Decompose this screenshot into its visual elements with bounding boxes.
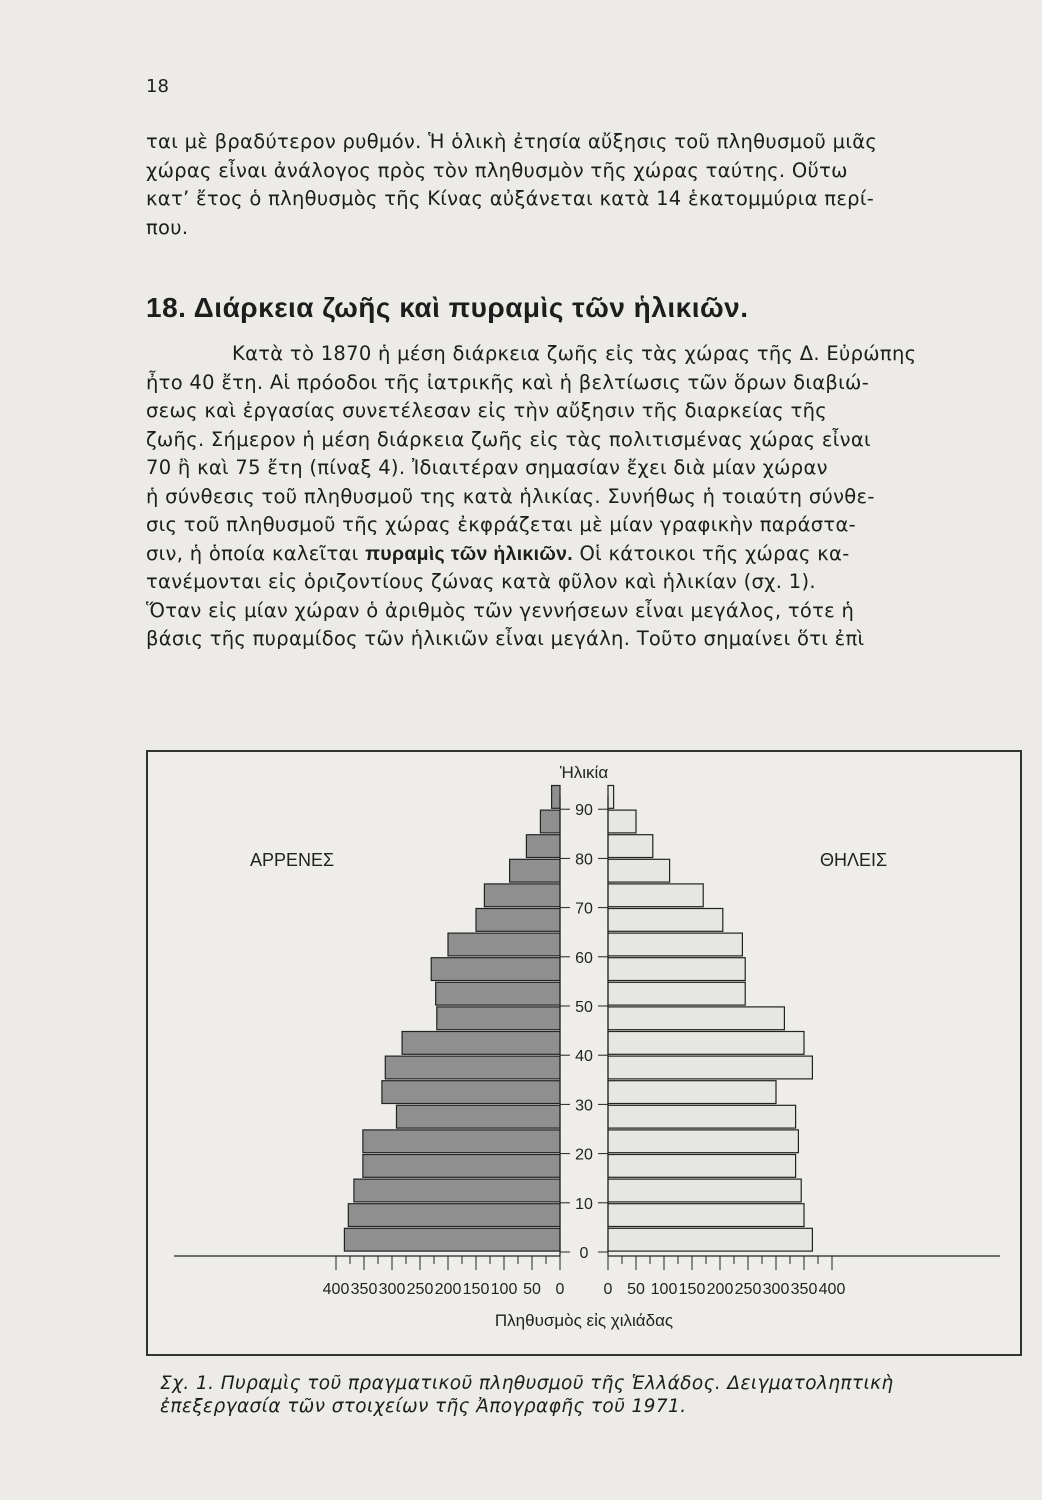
population-pyramid-figure: [146, 750, 1022, 1356]
section-heading: 18. Διάρκεια ζωῆς καὶ πυραμὶς τῶν ἡλικιῶν.: [146, 292, 749, 323]
body-line: ἦτο 40 ἔτη. Αἱ πρόοδοι τῆς ἰατρικῆς καὶ ἡ βελτίωσις τῶν ὅρων διαβιώ-: [146, 370, 870, 394]
caption-line: Σχ. 1. Πυραμὶς τοῦ πραγματικοῦ πληθυσμοῦ τῆς Ἑλλάδος. Δειγματοληπτικὴ: [160, 1373, 894, 1394]
female-bar: [608, 1056, 812, 1079]
x-tick-label: 50: [523, 1281, 541, 1298]
x-tick-label: 350: [350, 1281, 378, 1298]
male-bar: [396, 1105, 560, 1128]
body-line: ἡ σύνθεσις τοῦ πληθυσμοῦ της κατὰ ἡλικίας. Συνήθως ἡ τοιαύτη σύνθε-: [146, 484, 875, 508]
x-tick-label: 400: [322, 1281, 350, 1298]
male-bar: [552, 786, 560, 809]
female-bar: [608, 982, 745, 1005]
x-tick-label: 100: [490, 1281, 518, 1298]
male-bar: [363, 1155, 560, 1178]
body-line: τανέμονται εἰς ὁριζοντίους ζώνας κατὰ φῦλον καὶ ἡλικίαν (σχ. 1).: [146, 570, 816, 593]
body-line: σεως καὶ ἐργασίας συνετέλεσαν εἰς τὴν αὔξησιν τῆς διαρκείας τῆς: [146, 399, 827, 422]
age-tick-label: 30: [575, 1097, 593, 1115]
female-bar: [608, 1130, 798, 1153]
female-bar: [608, 933, 742, 956]
body-line: σις τοῦ πληθυσμοῦ τῆς χώρας ἐκφράζεται μὲ μίαν γραφικὴν παράστα-: [146, 513, 856, 536]
age-tick-label: 0: [579, 1245, 589, 1262]
male-bar: [431, 958, 560, 981]
male-bar: [510, 859, 560, 882]
x-tick-label: 250: [734, 1281, 762, 1298]
female-bar: [608, 1204, 804, 1227]
male-bar: [348, 1204, 560, 1227]
x-tick-label: 200: [434, 1281, 462, 1298]
body-text: Οἱ κάτοικοι τῆς χώρας κα-: [572, 541, 850, 565]
age-tick-label: 90: [575, 802, 593, 820]
male-bar: [344, 1228, 560, 1251]
x-tick-label: 350: [790, 1281, 818, 1298]
male-bar: [385, 1056, 560, 1079]
female-bar: [608, 786, 614, 809]
x-tick-label: 0: [555, 1281, 565, 1298]
x-tick-label: 150: [462, 1281, 490, 1298]
age-tick-label: 20: [575, 1146, 593, 1164]
females-label: ΘΗΛΕΙΣ: [820, 850, 888, 870]
male-bar: [484, 884, 560, 907]
female-bar: [608, 958, 745, 981]
males-label: ΑΡΡΕΝΕΣ: [250, 850, 335, 870]
female-bar: [608, 859, 670, 882]
age-tick-label: 80: [575, 851, 593, 869]
male-bar: [402, 1032, 560, 1055]
female-bar: [608, 1105, 796, 1128]
x-tick-label: 300: [378, 1281, 406, 1298]
male-bar: [363, 1130, 560, 1153]
x-tick-label: 0: [603, 1281, 613, 1298]
age-tick-label: 70: [575, 900, 593, 918]
male-bar: [436, 982, 560, 1005]
intro-line: ται μὲ βραδύτερον ρυθμόν. Ἡ ὁλικὴ ἐτησία αὔξησις τοῦ πληθυσμοῦ μιᾶς: [146, 130, 878, 153]
age-axis-title: Ἡλικία: [559, 763, 609, 782]
intro-line: που.: [146, 215, 189, 239]
bold-term: πυραμὶς τῶν ἡλικιῶν.: [365, 542, 573, 565]
male-bar: [437, 1007, 560, 1030]
female-bar: [608, 835, 653, 858]
body-paragraph: [146, 340, 1008, 654]
body-line: Κατὰ τὸ 1870 ἡ μέση διάρκεια ζωῆς εἰς τὰς χώρας τῆς Δ. Εὐρώπης: [232, 342, 917, 365]
age-tick-label: 10: [575, 1195, 593, 1213]
caption-line: ἐπεξεργασία τῶν στοιχείων τῆς Ἀπογραφῆς τοῦ 1971.: [160, 1396, 687, 1417]
female-bar: [608, 1179, 801, 1202]
female-bar: [608, 1155, 796, 1178]
age-tick-label: 60: [575, 949, 593, 967]
female-bar: [608, 1228, 812, 1251]
intro-line: κατ’ ἔτος ὁ πληθυσμὸς τῆς Κίνας αὐξάνεται κατὰ 14 ἑκατομμύρια περί-: [146, 187, 875, 210]
body-line: ζωῆς. Σήμερον ἡ μέση διάρκεια ζωῆς εἰς τὰς πολιτισμένας χώρας εἶναι: [146, 427, 871, 451]
figure-caption: [160, 1372, 1020, 1418]
intro-line: χώρας εἶναι ἀνάλογος πρὸς τὸν πληθυσμὸν τῆς χώρας ταύτης. Οὕτω: [146, 158, 848, 182]
female-bar: [608, 884, 703, 907]
body-line: Ὅταν εἰς μίαν χώραν ὁ ἀριθμὸς τῶν γεννήσεων εἶναι μεγάλος, τότε ἡ: [146, 598, 855, 622]
female-bar: [608, 1081, 776, 1104]
x-tick-label: 200: [706, 1281, 734, 1298]
x-tick-label: 300: [762, 1281, 790, 1298]
body-text: σιν, ἡ ὁποία καλεῖται: [146, 541, 366, 565]
male-bar: [476, 909, 560, 932]
x-tick-label: 150: [678, 1281, 706, 1298]
female-bar: [608, 810, 636, 833]
x-tick-label: 250: [406, 1281, 434, 1298]
page-number: 18: [146, 76, 169, 97]
body-line: 70 ἢ καὶ 75 ἔτη (πίναξ 4). Ἰδιαιτέραν σημασίαν ἔχει διὰ μίαν χώραν: [146, 456, 828, 479]
age-tick-label: 50: [575, 999, 593, 1016]
male-bar: [526, 835, 560, 858]
body-line: [146, 540, 1008, 569]
x-tick-label: 100: [650, 1281, 678, 1298]
female-bar: [608, 909, 723, 932]
body-line: βάσις τῆς πυραμίδος τῶν ἡλικιῶν εἶναι μεγάλη. Τοῦτο σημαίνει ὅτι ἐπὶ: [146, 627, 865, 650]
female-bar: [608, 1007, 784, 1030]
x-axis-title: Πληθυσμὸς εἰς χιλιάδας: [494, 1311, 674, 1330]
intro-paragraph: [146, 128, 1008, 242]
male-bar: [382, 1081, 560, 1104]
female-bar: [608, 1032, 804, 1055]
male-bar: [540, 810, 560, 833]
male-bar: [448, 933, 560, 956]
x-tick-label: 50: [627, 1281, 645, 1298]
population-pyramid-chart: [148, 752, 1020, 1354]
male-bar: [354, 1179, 560, 1202]
x-tick-label: 400: [818, 1281, 846, 1298]
age-tick-label: 40: [575, 1048, 593, 1066]
